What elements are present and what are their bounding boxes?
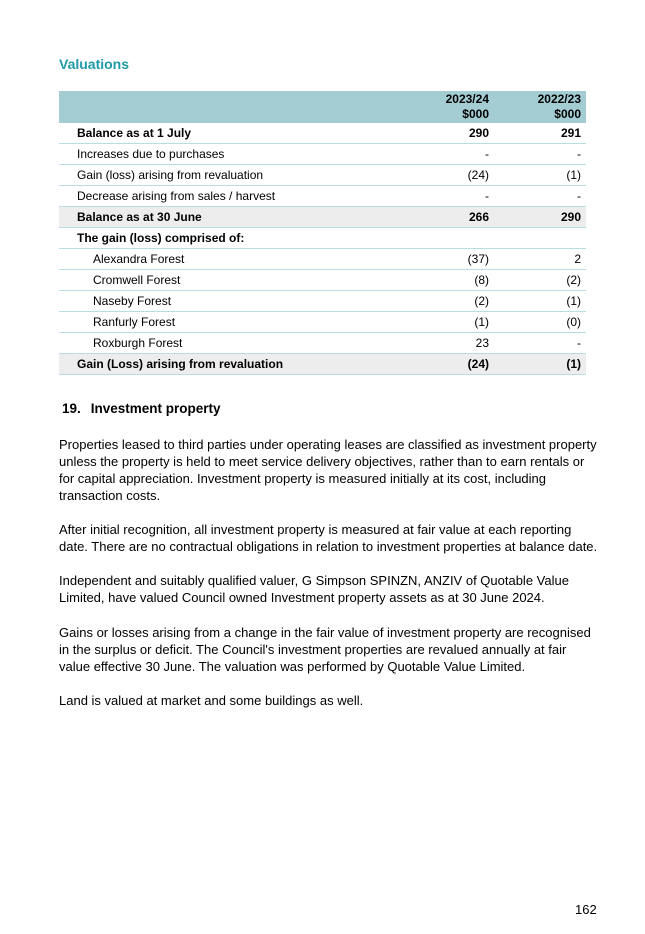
table-row	[59, 354, 586, 375]
table-row	[59, 291, 586, 312]
row-label: The gain (loss) comprised of:	[59, 228, 404, 249]
table-row	[59, 249, 586, 270]
paragraph: Independent and suitably qualified valuer, G Simpson SPINZN, ANZIV of Quotable Value Limited, have valued Council owned Investment property assets as at 30 June 2024.	[59, 573, 569, 605]
value-2022-23: (2)	[493, 270, 586, 291]
column-header-2023-24	[404, 91, 493, 123]
section-title: Investment property	[90, 401, 221, 416]
value-2023-24: 23	[404, 333, 493, 354]
valuations-table	[59, 91, 586, 375]
row-label: Decrease arising from sales / harvest	[59, 186, 404, 207]
row-label: Increases due to purchases	[59, 144, 404, 165]
value-2023-24: (1)	[404, 312, 493, 333]
header-blank-cell	[59, 91, 404, 123]
value-2022-23: (0)	[493, 312, 586, 333]
value-2022-23: -	[493, 186, 586, 207]
value-2023-24: 290	[404, 123, 493, 144]
row-label: Alexandra Forest	[59, 249, 404, 270]
table-row	[59, 312, 586, 333]
valuations-heading: Valuations	[59, 56, 130, 72]
column-unit: $000	[462, 107, 489, 121]
row-label: Roxburgh Forest	[59, 333, 404, 354]
value-2022-23: 291	[493, 123, 586, 144]
column-year: 2022/23	[537, 92, 581, 106]
value-2023-24: (24)	[404, 354, 493, 375]
value-2022-23	[493, 228, 586, 249]
row-label: Balance as at 30 June	[59, 207, 404, 228]
table-header-row	[59, 91, 586, 123]
column-unit: $000	[554, 107, 581, 121]
value-2023-24: (24)	[404, 165, 493, 186]
value-2022-23: 290	[493, 207, 586, 228]
table-row	[59, 165, 586, 186]
row-label: Naseby Forest	[59, 291, 404, 312]
value-2023-24	[404, 228, 493, 249]
value-2023-24: 266	[404, 207, 493, 228]
paragraph: After initial recognition, all investment property is measured at fair value at each reporting date. There are no contractual obligations in relation to investment properties at balance date.	[59, 522, 598, 554]
value-2022-23: -	[493, 144, 586, 165]
paragraph: Properties leased to third parties under operating leases are classified as investment property unless the property is held to meet service delivery objectives, rather than to earn rentals or for capital appreciation. Investment property is measured initially at its cost, including transaction costs.	[59, 437, 597, 503]
table-row	[59, 123, 586, 144]
value-2022-23: (1)	[493, 291, 586, 312]
row-label: Ranfurly Forest	[59, 312, 404, 333]
value-2023-24: (37)	[404, 249, 493, 270]
row-label: Balance as at 1 July	[59, 123, 404, 144]
table-row	[59, 270, 586, 291]
value-2023-24: -	[404, 186, 493, 207]
row-label: Cromwell Forest	[59, 270, 404, 291]
value-2022-23: -	[493, 333, 586, 354]
paragraph: Gains or losses arising from a change in the fair value of investment property are recognised in the surplus or deficit. The Council's investment properties are revalued annually at fair value effective 30 June. The valuation was performed by Quotable Value Limited.	[59, 625, 591, 674]
row-label: Gain (loss) arising from revaluation	[59, 165, 404, 186]
value-2022-23: (1)	[493, 165, 586, 186]
section-heading	[62, 401, 221, 416]
value-2023-24: (2)	[404, 291, 493, 312]
section-number: 19.	[62, 401, 81, 416]
value-2023-24: (8)	[404, 270, 493, 291]
column-year: 2023/24	[445, 92, 489, 106]
value-2022-23: (1)	[493, 354, 586, 375]
value-2022-23: 2	[493, 249, 586, 270]
table-row	[59, 186, 586, 207]
table-row	[59, 228, 586, 249]
table-row	[59, 144, 586, 165]
page-number: 162	[575, 902, 597, 917]
paragraph: Land is valued at market and some buildings as well.	[59, 693, 364, 708]
table-row	[59, 333, 586, 354]
column-header-2022-23	[493, 91, 586, 123]
value-2023-24: -	[404, 144, 493, 165]
row-label: Gain (Loss) arising from revaluation	[59, 354, 404, 375]
table-row	[59, 207, 586, 228]
